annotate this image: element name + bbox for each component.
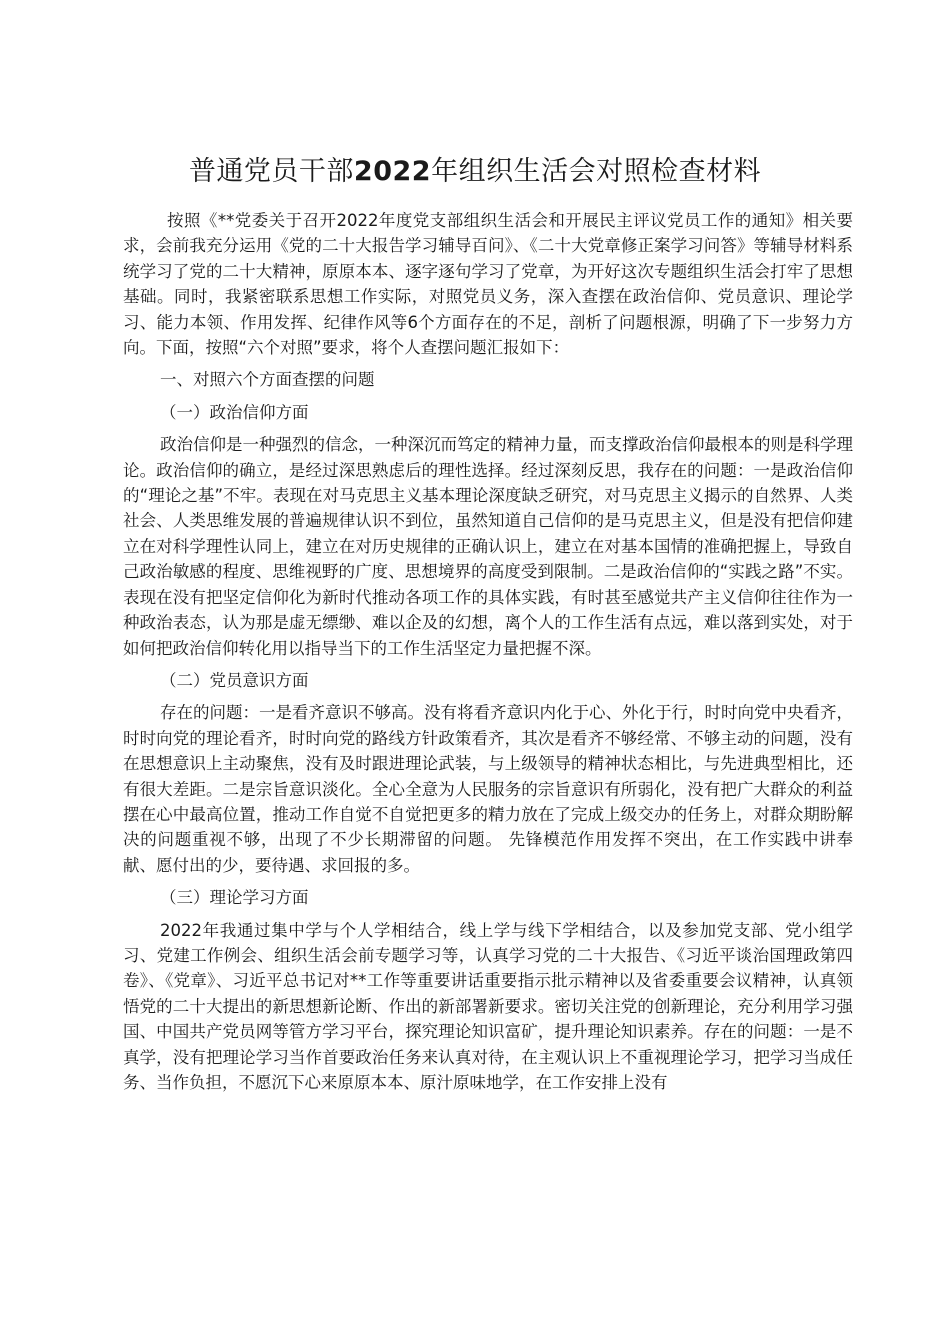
sub-heading-party-awareness: （二）党员意识方面 xyxy=(160,670,309,690)
title-suffix: 年组织生活会对照检查材料 xyxy=(431,156,762,187)
document-title xyxy=(0,150,950,194)
section-heading-1: 一、对照六个方面查摆的问题 xyxy=(160,370,375,390)
sub-heading-theory-study: （三）理论学习方面 xyxy=(160,888,309,908)
party-awareness-paragraph: 存在的问题：一是看齐意识不够高。没有将看齐意识内化于心、外化于行，时时向党中央看齐，时时向党的理论看齐，时时向党的路线方针政策看齐，其次是看齐不够经常、不够主动的问题，没有在思想意识上主动聚焦，没有及时跟进理论武装，与上级领导的精神状态相比，与先进典型相比，还有很大差距。二是宗旨意识淡化。全心全意为人民服务的宗旨意识有所弱化，没有把广大群众的利益摆在心中最高位置，推动工作自觉不自觉把更多的精力放在了完成上级交办的任务上，对群众期盼解决的问题重视不够，出现了不少长期滞留的问题。 先锋模范作用发挥不突出，在工作实践中讲奉献、愿付出的少，要待遇、求回报的多。 xyxy=(123,703,853,875)
political-belief-paragraph: 政治信仰是一种强烈的信念，一种深沉而笃定的精神力量，而支撑政治信仰最根本的则是科学理论。政治信仰的确立，是经过深思熟虑后的理性选择。经过深刻反思，我存在的问题：一是政治信仰的“理论之基”不牢。表现在对马克思主义基本理论深度缺乏研究，对马克思主义揭示的自然界、人类社会、人类思维发展的普遍规律认识不到位，虽然知道自己信仰的是马克思主义，但是没有把信仰建立在对科学理性认同上，建立在对历史规律的正确认识上，建立在对基本国情的准确把握上，导致自己政治敏感的程度、思维视野的广度、思想境界的高度受到限制。二是政治信仰的“实践之路”不实。表现在没有把坚定信仰化为新时代推动各项工作的具体实践，有时甚至感觉共产主义信仰往往作为一种政治表态，认为那是虚无缥缈、难以企及的幻想，离个人的工作生活有点远，难以落到实处，对于如何把政治信仰转化用以指导当下的工作生活坚定力量把握不深。 xyxy=(123,435,853,658)
theory-study-paragraph: 2022年我通过集中学与个人学相结合，线上学与线下学相结合，以及参加党支部、党小组学习、党建工作例会、组织生活会前专题学习等，认真学习党的二十大报告、《习近平谈治国理政第四卷》、《党章》、习近平总书记对**工作等重要讲话重要指示批示精神以及省委重要会议精神，认真领悟党的二十大提出的新思想新论断、作出的新部署新要求。密切关注党的创新理论，充分利用学习强国、中国共产党员网等管方学习平台，探究理论知识富矿，提升理论知识素养。存在的问题：一是不真学，没有把理论学习当作首要政治任务来认真对待，在主观认识上不重视理论学习，把学习当成任务、当作负担，不愿沉下心来原原本本、原汁原味地学，在工作安排上没有 xyxy=(123,920,853,1092)
sub-heading-political-belief: （一）政治信仰方面 xyxy=(160,402,309,422)
title-year: 2022 xyxy=(353,156,432,187)
document-body xyxy=(123,208,853,1095)
title-prefix: 普通党员干部 xyxy=(188,156,354,187)
intro-paragraph: 按照《**党委关于召开2022年度党支部组织生活会和开展民主评议党员工作的通知》相关要求，会前我充分运用《党的二十大报告学习辅导百问》、《二十大党章修正案学习问答》等辅导材料系统学习了党的二十大精神，原原本本、逐字逐句学习了党章，为开好这次专题组织生活会打牢了思想基础。同时，我紧密联系思想工作实际，对照党员义务，深入查摆在政治信仰、党员意识、理论学习、能力本领、作用发挥、纪律作风等6个方面存在的不足，剖析了问题根源，明确了下一步努力方向。下面，按照“六个对照”要求，将个人查摆问题汇报如下： xyxy=(123,211,853,358)
